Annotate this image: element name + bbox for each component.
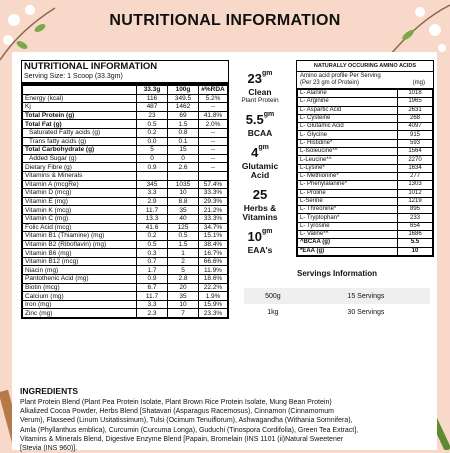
amino-label: L- Phenylalanine* <box>298 181 398 189</box>
highlight-block <box>232 228 288 255</box>
amino-value: 1686 <box>398 231 433 239</box>
nutrition-row <box>23 146 228 155</box>
highlight-block <box>232 70 288 105</box>
nutrition-row <box>23 154 228 163</box>
nutrient-per-100g: 2 <box>168 257 199 266</box>
nutrient-label: Calcium (mg) <box>23 292 137 301</box>
nutrition-header-cell: 100g <box>168 86 199 95</box>
nutrient-label: Vitamin B6 (mg) <box>23 249 137 258</box>
ingredients-title: INGREDIENTS <box>20 386 79 396</box>
nutrient-label: Vitamin C (mg) <box>23 214 137 223</box>
nutrient-per-serving: 0.9 <box>137 275 168 284</box>
nutrient-label: Vitamin B1 (Thiamine) (mg) <box>23 232 137 241</box>
amino-value: 654 <box>398 222 433 230</box>
amino-label: L- Glutamic Acid <box>298 123 398 131</box>
amino-value: 233 <box>398 214 433 222</box>
nutrient-rda: -- <box>199 154 228 163</box>
amino-acid-table <box>296 60 434 257</box>
nutrition-card <box>12 52 437 382</box>
nutrient-per-100g: 10 <box>168 189 199 198</box>
nutrient-rda: 16.7% <box>199 249 228 258</box>
highlight-value: 23 <box>247 71 262 86</box>
amino-row <box>298 156 433 164</box>
nutrient-per-serving <box>137 171 168 180</box>
amino-label: L- Alanine <box>298 90 398 98</box>
highlight-unit: gm <box>261 228 273 235</box>
page-title: NUTRITIONAL INFORMATION <box>109 12 341 29</box>
nutrient-per-100g: 7 <box>168 309 199 318</box>
nutrition-header-cell <box>23 86 137 95</box>
amino-value: 1219 <box>398 197 433 205</box>
nutrient-per-100g: 35 <box>168 292 199 301</box>
nutrient-label: Iron (mg) <box>23 300 137 309</box>
nutrient-rda: -- <box>199 146 228 155</box>
nutrient-label: Saturated Fatty acids (g) <box>23 128 137 137</box>
serving-pack-size: 500g <box>244 288 302 304</box>
highlight-unit: gm <box>263 111 275 118</box>
amino-subtitle-line: (Per 23 gm of Protein) <box>300 80 360 86</box>
nutrition-row <box>23 120 228 129</box>
amino-row <box>298 214 433 222</box>
amino-row <box>298 172 433 180</box>
nutrition-row <box>23 128 228 137</box>
nutrient-per-100g: 0 <box>168 154 199 163</box>
highlight-value: 10 <box>247 229 262 244</box>
nutrient-per-serving: 6.7 <box>137 283 168 292</box>
nutrient-label: Added Sugar (g) <box>23 154 137 163</box>
nutrition-row <box>23 257 228 266</box>
highlight-label: Herbs & <box>243 203 277 213</box>
nutrient-per-serving: 1.7 <box>137 266 168 275</box>
nutrient-label: Vitamin A (mcgRe) <box>23 180 137 189</box>
amino-row <box>298 197 433 205</box>
nutrient-rda: 29.3% <box>199 197 228 206</box>
nutrient-label: Folic Acid (mcg) <box>23 223 137 232</box>
highlight-value: 25 <box>252 187 268 202</box>
nutrition-header-row <box>23 86 228 95</box>
nutrient-per-serving: 41.6 <box>137 223 168 232</box>
highlight-label: EAA's <box>247 245 273 255</box>
nutrition-row <box>23 163 228 172</box>
highlight-unit: gm <box>258 144 269 151</box>
highlights-column <box>232 70 288 261</box>
amino-value: 1303 <box>398 181 433 189</box>
amino-row <box>298 98 433 106</box>
nutrient-per-100g: 40 <box>168 214 199 223</box>
highlight-label: Glutamic <box>241 161 279 171</box>
amino-title: NATURALLY OCCURING AMINO ACIDS <box>297 61 433 72</box>
amino-value: 593 <box>398 139 433 147</box>
nutrient-label: Vitamin D (mcg) <box>23 189 137 198</box>
serving-size: Serving Size: 1 Scoop (33.3gm) <box>22 72 228 85</box>
nutrient-per-serving: 0.2 <box>137 128 168 137</box>
highlight-value-line <box>232 70 288 88</box>
nutrition-title: NUTRITIONAL INFORMATION <box>24 61 158 72</box>
amino-label: L- Histidine* <box>298 139 398 147</box>
nutrient-label: Vitamin K (mcg) <box>23 206 137 215</box>
nutrient-per-100g: 1 <box>168 249 199 258</box>
nutrient-label: Energy (kcal) <box>23 94 137 103</box>
highlight-value-line <box>232 186 288 204</box>
nutrition-row <box>23 292 228 301</box>
nutrient-per-100g: 1.5 <box>168 120 199 129</box>
amino-label: L- Proline <box>298 189 398 197</box>
nutrient-rda: 18.6% <box>199 275 228 284</box>
nutrient-label: Kj <box>23 103 137 112</box>
highlight-sublabel: Acid <box>250 170 270 180</box>
amino-label: L- Cysteine <box>298 114 398 122</box>
nutrient-rda: 2.0% <box>199 120 228 129</box>
amino-row <box>298 239 433 247</box>
nutrient-per-serving: 116 <box>137 94 168 103</box>
nutrient-label: Total Carbohydrate (g) <box>23 146 137 155</box>
servings-row <box>244 288 430 304</box>
amino-label: L-Isoleucine*^ <box>298 148 398 156</box>
servings-table <box>244 288 430 320</box>
nutrient-per-serving: 0 <box>137 154 168 163</box>
amino-label: L- Tyrosine <box>298 222 398 230</box>
nutrient-per-serving: 11.7 <box>137 206 168 215</box>
amino-row <box>298 189 433 197</box>
amino-subtitle <box>297 72 433 89</box>
nutrient-rda: 33.3% <box>199 189 228 198</box>
nutrient-per-serving: 2.9 <box>137 197 168 206</box>
nutrient-per-serving: 0.5 <box>137 120 168 129</box>
amino-value: 2270 <box>398 156 433 164</box>
amino-row <box>298 206 433 214</box>
nutrition-row <box>23 180 228 189</box>
nutrient-rda: 11.9% <box>199 266 228 275</box>
amino-row <box>298 164 433 172</box>
nutrition-row <box>23 189 228 198</box>
amino-label: L- Glycine <box>298 131 398 139</box>
nutrient-per-serving: 23 <box>137 111 168 120</box>
nutrition-header-cell: #%RDA <box>199 86 228 95</box>
nutrition-row <box>23 214 228 223</box>
nutrient-rda: 15.9% <box>199 300 228 309</box>
nutrient-per-serving: 0.2 <box>137 232 168 241</box>
ingredients-text: Plant Protein Blend (Plant Pea Protein Isolate, Plant Brown Rice Protein Isolate, Mung Bean Protein) Alkalized Cocoa Powder, Herbs Blend [Shatavari (Asparagus Racemosus), Cinnamon (Cinnamomum Verum), Flaxseed (Linum Usitatissimum), Tulsi (Ocimum Tenuiflorum), Ashwagandha (Withania Somnifera), Amla (Phyllanthus emblica), Curcumin (Curcuma Longa), Guduchi (Tinospora Cordifolia), Green Tea Extract], Vitamins & Minerals Blend, Digestive Enzyme Blend [Papain, Bromelain (INS 1101 (ii)Natural Sweetener [Stevia (INS 960)]. <box>20 399 359 453</box>
nutrient-per-100g: 1035 <box>168 180 199 189</box>
nutrition-row <box>23 137 228 146</box>
amino-row <box>298 123 433 131</box>
amino-row <box>298 148 433 156</box>
amino-label: *EAA (g) <box>298 247 398 255</box>
amino-value: 895 <box>398 206 433 214</box>
nutrient-rda: -- <box>199 128 228 137</box>
amino-row <box>298 247 433 255</box>
nutrition-row <box>23 266 228 275</box>
nutrient-rda: 33.3% <box>199 214 228 223</box>
nutrient-per-100g: 15 <box>168 146 199 155</box>
nutrient-rda: 5.2% <box>199 94 228 103</box>
amino-label: L- Valine*^ <box>298 231 398 239</box>
serving-pack-size: 1kg <box>267 308 279 316</box>
nutrition-row <box>23 300 228 309</box>
amino-value: 10 <box>398 247 433 255</box>
nutrition-row <box>23 249 228 258</box>
nutrient-label: Trans fatty acids (g) <box>23 137 137 146</box>
nutrition-row <box>23 206 228 215</box>
highlight-label: BCAA <box>247 128 273 138</box>
nutrient-rda <box>199 171 228 180</box>
nutrition-facts-table <box>21 60 229 319</box>
nutrient-label: Total Fat (g) <box>23 120 137 129</box>
nutrient-per-100g: 8.8 <box>168 197 199 206</box>
nutrient-per-serving: 13.3 <box>137 214 168 223</box>
nutrition-row <box>23 94 228 103</box>
amino-label: L-Leucine*^ <box>298 156 398 164</box>
amino-value: 1018 <box>398 90 433 98</box>
flower-decoration-icon <box>380 0 450 60</box>
nutrient-per-serving: 0.7 <box>137 257 168 266</box>
amino-subtitle-line: Amino acid profile Per Serving <box>300 73 381 79</box>
nutrition-row <box>23 103 228 112</box>
nutrient-per-serving: 0.5 <box>137 240 168 249</box>
nutrient-rda: 22.2% <box>199 283 228 292</box>
nutrition-row <box>23 283 228 292</box>
nutrient-per-serving: 0.3 <box>137 249 168 258</box>
nutrient-per-100g: 125 <box>168 223 199 232</box>
nutrient-rda: -- <box>199 103 228 112</box>
amino-label: ^BCAA (g) <box>298 239 398 247</box>
servings-row <box>244 304 430 320</box>
nutrition-row <box>23 240 228 249</box>
nutrient-per-serving: 3.3 <box>137 189 168 198</box>
nutrient-per-serving: 2.3 <box>137 309 168 318</box>
highlight-value-line <box>232 144 288 162</box>
highlight-label: Clean <box>248 87 272 97</box>
nutrient-rda: 21.2% <box>199 206 228 215</box>
nutrient-label: Pantothenic Acid (mg) <box>23 275 137 284</box>
highlight-block <box>232 186 288 222</box>
amino-value: 1634 <box>398 164 433 172</box>
nutrient-per-serving: 487 <box>137 103 168 112</box>
nutrient-rda: -- <box>199 137 228 146</box>
nutrient-label: Dietary Fibre (g) <box>23 163 137 172</box>
nutrient-rda: -- <box>199 163 228 172</box>
nutrient-per-serving: 0.0 <box>137 137 168 146</box>
nutrition-row <box>23 309 228 318</box>
nutrient-label: Niacin (mg) <box>23 266 137 275</box>
amino-row <box>298 222 433 230</box>
amino-value: 5.5 <box>398 239 433 247</box>
servings-title: Servings Information <box>296 269 377 278</box>
serving-count: 15 Servings <box>302 288 430 304</box>
nutrient-per-100g: 20 <box>168 283 199 292</box>
amino-label: L- Aspartic Acid <box>298 106 398 114</box>
nutrient-per-100g: 1462 <box>168 103 199 112</box>
nutrient-rda: 57.4% <box>199 180 228 189</box>
nutrient-label: Vitamin B12 (mcg) <box>23 257 137 266</box>
nutrition-row <box>23 232 228 241</box>
nutrient-per-serving: 345 <box>137 180 168 189</box>
nutrient-rda: 41.8% <box>199 111 228 120</box>
nutrient-label: Zinc (mg) <box>23 309 137 318</box>
highlight-value-line <box>232 111 288 129</box>
amino-row <box>298 90 433 98</box>
nutrient-per-100g: 0.8 <box>168 128 199 137</box>
nutrient-rda: 66.6% <box>199 257 228 266</box>
amino-row <box>298 131 433 139</box>
nutrient-rda: 34.7% <box>199 223 228 232</box>
highlight-value: 5.5 <box>245 112 264 127</box>
nutrient-rda: 15.1% <box>199 232 228 241</box>
amino-value: 2631 <box>398 106 433 114</box>
nutrient-per-100g: 35 <box>168 206 199 215</box>
nutrient-per-serving: 3.3 <box>137 300 168 309</box>
nutrient-per-100g <box>168 171 199 180</box>
nutrient-per-serving: 5 <box>137 146 168 155</box>
highlight-block <box>232 144 288 180</box>
amino-value: 268 <box>398 114 433 122</box>
nutrient-per-100g: 69 <box>168 111 199 120</box>
nutrient-per-100g: 5 <box>168 266 199 275</box>
highlight-block <box>232 111 288 138</box>
amino-unit: (mg) <box>412 80 425 86</box>
amino-value: 1564 <box>398 148 433 156</box>
amino-value: 1965 <box>398 98 433 106</box>
amino-row <box>298 139 433 147</box>
nutrition-row <box>23 275 228 284</box>
highlight-sublabel: Vitamins <box>242 212 278 222</box>
amino-label: L- Threonine* <box>298 206 398 214</box>
amino-value: 4097 <box>398 123 433 131</box>
ingredients-card <box>12 382 437 453</box>
amino-label: L- Tryptophan* <box>298 214 398 222</box>
amino-row <box>298 114 433 122</box>
serving-count: 30 Servings <box>347 308 385 316</box>
amino-label: L-Serine <box>298 197 398 205</box>
amino-label: L-Lysine* <box>298 164 398 172</box>
highlight-value-line <box>232 228 288 246</box>
nutrition-row <box>23 171 228 180</box>
nutrient-label: Total Protein (g) <box>23 111 137 120</box>
nutrition-header-cell: 33.3g <box>137 86 168 95</box>
nutrient-label: Vitamins & Minerals <box>23 171 137 180</box>
nutrient-rda: 1.9% <box>199 292 228 301</box>
amino-row <box>298 181 433 189</box>
nutrition-row <box>23 111 228 120</box>
highlight-sublabel: Plant Protein <box>241 97 279 104</box>
amino-value: 1012 <box>398 189 433 197</box>
nutrient-per-100g: 349.5 <box>168 94 199 103</box>
amino-value: 915 <box>398 131 433 139</box>
amino-label: L- Methionine* <box>298 172 398 180</box>
nutrient-per-100g: 2.6 <box>168 163 199 172</box>
amino-label: L- Arginine <box>298 98 398 106</box>
nutrient-per-100g: 1.5 <box>168 240 199 249</box>
highlight-unit: gm <box>261 70 273 77</box>
nutrient-rda: 38.4% <box>199 240 228 249</box>
nutrient-per-100g: 2.8 <box>168 275 199 284</box>
nutrient-rda: 23.3% <box>199 309 228 318</box>
nutrient-per-100g: 10 <box>168 300 199 309</box>
nutrition-row <box>23 223 228 232</box>
nutrient-per-100g: 0.1 <box>168 137 199 146</box>
nutrient-label: Vitamin B2 (Riboflavin) (mg) <box>23 240 137 249</box>
nutrient-label: Vitamin E (mg) <box>23 197 137 206</box>
nutrition-row <box>23 197 228 206</box>
amino-value: 277 <box>398 172 433 180</box>
nutrient-label: Biotin (mcg) <box>23 283 137 292</box>
highlight-value: 4 <box>251 145 259 160</box>
nutrient-per-serving: 11.7 <box>137 292 168 301</box>
nutrient-per-serving: 0.9 <box>137 163 168 172</box>
amino-row <box>298 106 433 114</box>
amino-row <box>298 231 433 239</box>
nutrient-per-100g: 0.5 <box>168 232 199 241</box>
